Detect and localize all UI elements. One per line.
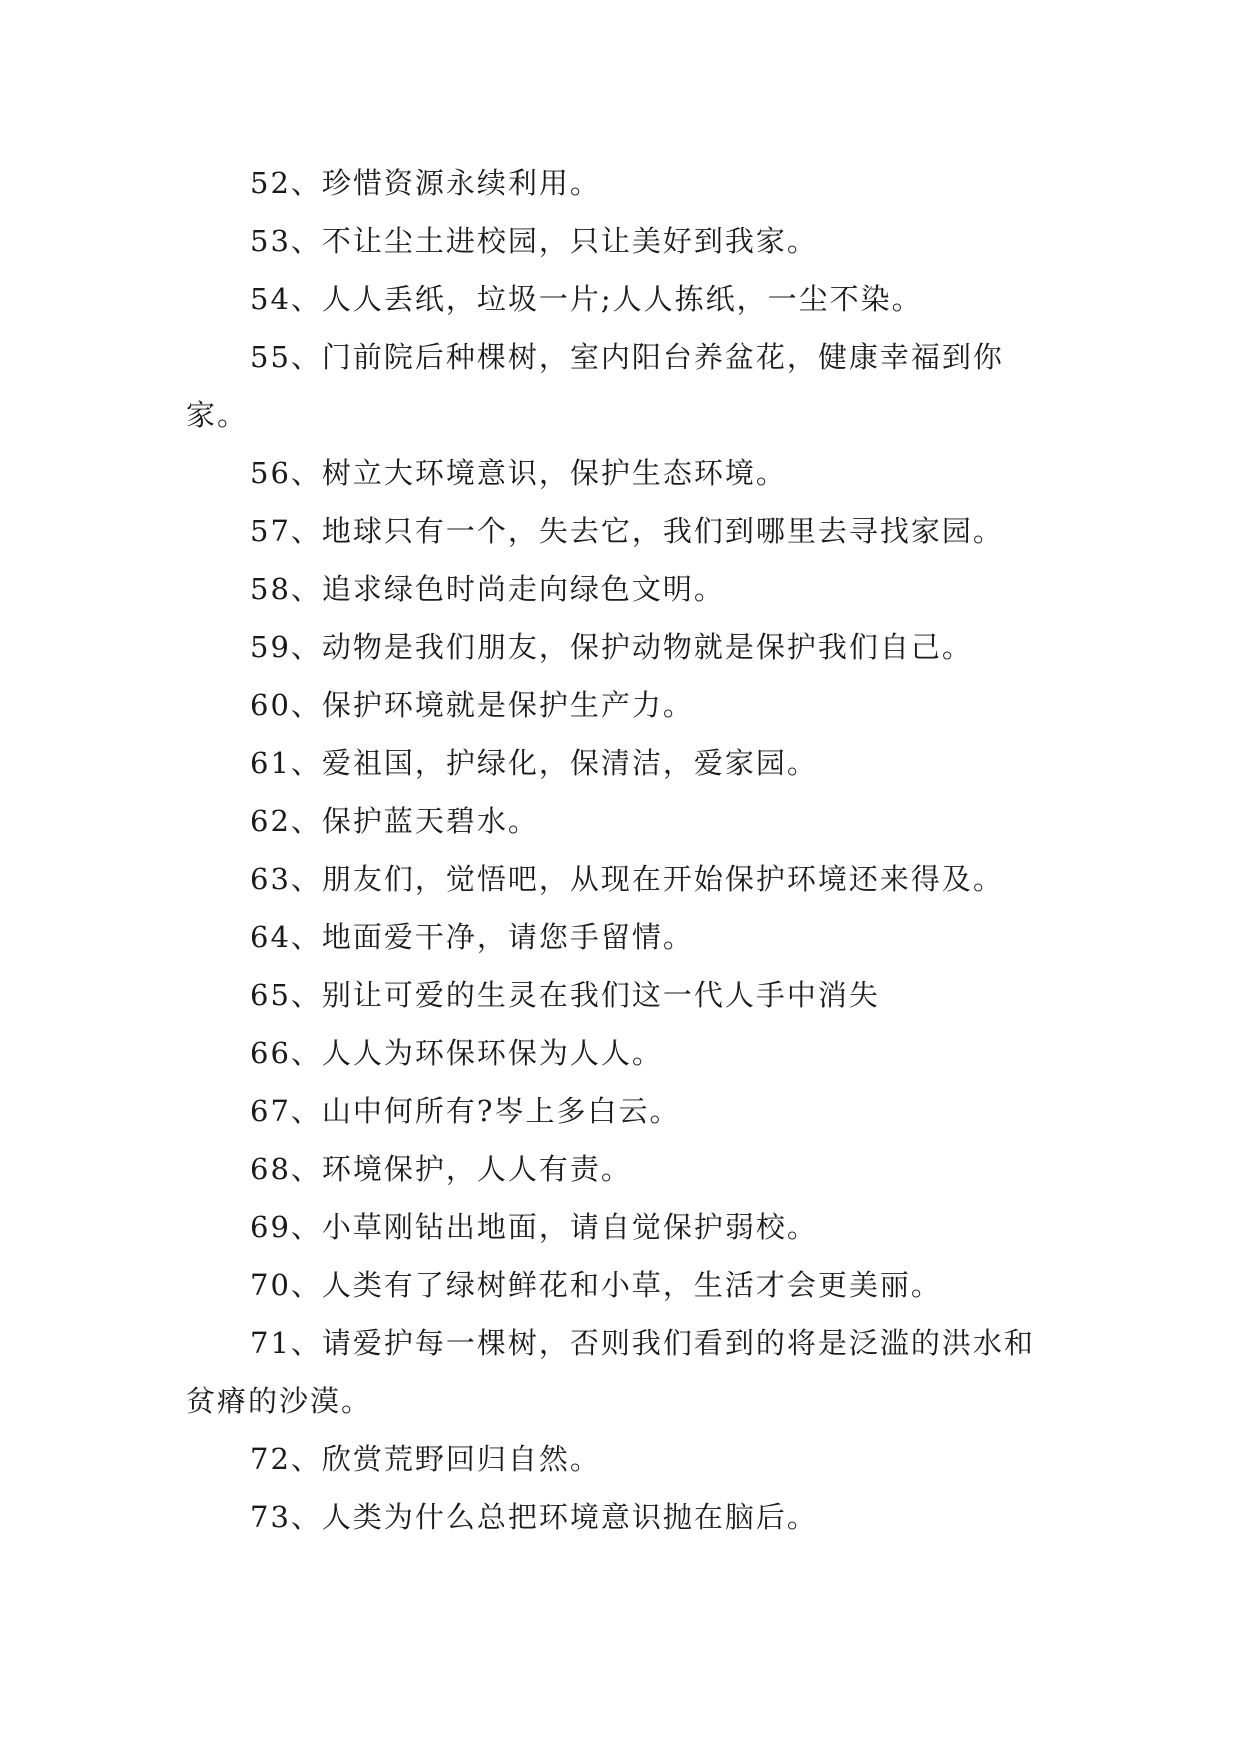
slogan-paragraph: 68、环境保护，人人有责。 xyxy=(250,1152,632,1186)
slogan-paragraph: 67、山中何所有?岑上多白云。 xyxy=(250,1094,681,1128)
slogan-paragraph: 69、小草刚钻出地面，请自觉保护弱校。 xyxy=(250,1210,818,1244)
slogan-paragraph: 64、地面爱干净，请您手留情。 xyxy=(250,920,694,954)
slogan-paragraph: 52、珍惜资源永续利用。 xyxy=(250,166,601,200)
slogan-paragraph: 73、人类为什么总把环境意识抛在脑后。 xyxy=(250,1500,818,1534)
slogan-paragraph: 60、保护环境就是保护生产力。 xyxy=(250,688,694,722)
slogan-paragraph: 59、动物是我们朋友，保护动物就是保护我们自己。 xyxy=(250,630,973,664)
document-body xyxy=(186,154,1056,1546)
slogan-paragraph: 66、人人为环保环保为人人。 xyxy=(250,1036,663,1070)
slogan-paragraph: 57、地球只有一个，失去它，我们到哪里去寻找家园。 xyxy=(250,514,1004,548)
slogan-paragraph: 53、不让尘土进校园，只让美好到我家。 xyxy=(250,224,818,258)
slogan-paragraph: 70、人类有了绿树鲜花和小草，生活才会更美丽。 xyxy=(250,1268,942,1302)
slogan-paragraph: 54、人人丢纸，垃圾一片;人人拣纸，一尘不染。 xyxy=(250,282,923,316)
slogan-paragraph: 72、欣赏荒野回归自然。 xyxy=(250,1442,601,1476)
slogan-paragraph: 56、树立大环境意识，保护生态环境。 xyxy=(250,456,787,490)
slogan-paragraph: 71、请爱护每一棵树，否则我们看到的将是泛滥的洪水和贫瘠的沙漠。 xyxy=(186,1326,1035,1418)
slogan-paragraph: 65、别让可爱的生灵在我们这一代人手中消失 xyxy=(250,978,880,1012)
slogan-paragraph: 58、追求绿色时尚走向绿色文明。 xyxy=(250,572,725,606)
slogan-paragraph: 63、朋友们，觉悟吧，从现在开始保护环境还来得及。 xyxy=(250,862,1004,896)
slogan-paragraph: 61、爱祖国，护绿化，保清洁，爱家园。 xyxy=(250,746,818,780)
slogan-paragraph: 62、保护蓝天碧水。 xyxy=(250,804,539,838)
slogan-paragraph: 55、门前院后种棵树，室内阳台养盆花，健康幸福到你家。 xyxy=(186,340,1004,432)
